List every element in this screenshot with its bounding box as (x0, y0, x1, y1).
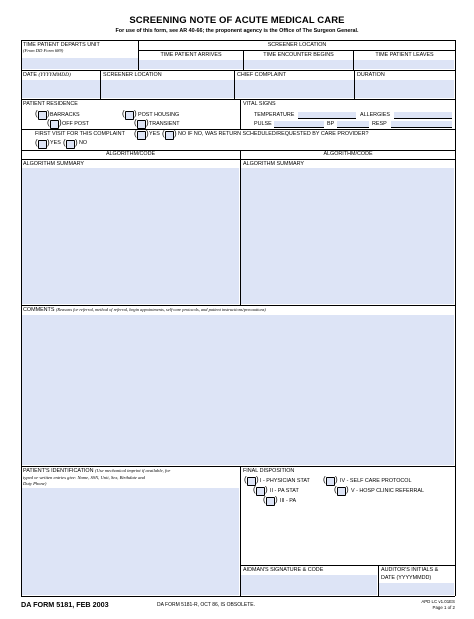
form-number: DA FORM 5181, FEB 2003 (21, 600, 109, 609)
first-visit-label: FIRST VISIT FOR THIS COMPLAINT (35, 131, 125, 137)
screener-location-label: SCREENER LOCATION (103, 72, 162, 78)
barracks-label: BARRACKS (50, 112, 80, 118)
algorithm-code-left-label: ALGORITHM/CODE (105, 151, 156, 157)
time-encounter-label: TIME ENCOUNTER BEGINS (263, 52, 334, 58)
paren: ( (63, 138, 66, 147)
first-visit-yes-label: YES (149, 131, 160, 137)
paren: ) (275, 495, 278, 504)
aidman-signature-field[interactable] (241, 575, 377, 595)
paren: ( (334, 485, 337, 494)
self-care-label: IV - SELF CARE PROTOCOL (340, 478, 412, 484)
barracks-checkbox[interactable] (38, 111, 47, 120)
version-label: APD LC v1.01ES (421, 599, 455, 604)
transient-checkbox[interactable] (137, 120, 146, 129)
divider (240, 99, 241, 129)
duration-label: DURATION (357, 72, 385, 78)
auditor-label-1: AUDITOR'S INITIALS & (381, 567, 439, 573)
paren: ) (256, 475, 259, 484)
form-title: SCREENING NOTE OF ACUTE MEDICAL CARE (129, 15, 345, 26)
algorithm-summary-left-label: ALGORITHM SUMMARY (23, 161, 84, 167)
divider (21, 129, 455, 130)
obsolete-note: DA FORM 5181-R, OCT 86, IS OBSOLETE. (157, 602, 255, 608)
patient-id-note-3: Duty Phone) (23, 481, 47, 486)
bp-label: BP (327, 121, 335, 127)
frame-right (455, 40, 456, 596)
patient-id-field[interactable] (22, 488, 239, 595)
duration-field[interactable] (355, 80, 454, 98)
paren: ( (162, 129, 165, 138)
temperature-label: TEMPERATURE (254, 112, 295, 118)
residence-label: PATIENT RESIDENCE (23, 101, 78, 107)
patient-id-note-2: typed or written entries give: Name, SSN, Unit, Sex, Birthdate and (23, 475, 145, 480)
post-housing-checkbox[interactable] (125, 111, 134, 120)
paren: ) (59, 118, 62, 127)
divider (21, 70, 455, 71)
underline (394, 118, 452, 119)
patient-id-label: PATIENT'S IDENTIFICATION (Use mechanical imprint if available, for (23, 468, 171, 474)
date-field[interactable] (22, 80, 100, 98)
divider (240, 565, 455, 566)
paren: ( (134, 129, 137, 138)
paren: ) (265, 485, 268, 494)
screener-location-field[interactable] (101, 80, 234, 98)
times-field-bg (139, 60, 454, 69)
paren: ) (75, 138, 78, 147)
divider (21, 305, 455, 306)
comments-label: COMMENTS (Reasons for referral, method of referral, begin appointments, self-care protocols, and patient instructions/precautions) (23, 307, 266, 313)
pa-label: III - PA (280, 498, 297, 504)
return-no-label: NO (79, 140, 88, 146)
comments-field[interactable] (22, 315, 454, 465)
return-no-checkbox[interactable] (66, 140, 75, 149)
version-info (380, 599, 455, 610)
date-label: DATE (YYYYMMDD) (23, 72, 71, 78)
vital-signs-label: VITAL SIGNS (243, 101, 276, 107)
aidman-signature-label: AIDMAN'S SIGNATURE & CODE (243, 567, 324, 573)
screener-location-header: SCREENER LOCATION (267, 42, 327, 48)
pa-checkbox[interactable] (266, 497, 275, 506)
underline (337, 127, 369, 128)
chief-complaint-field[interactable] (235, 80, 354, 98)
algorithm-summary-right-field[interactable] (241, 168, 454, 304)
underline (391, 127, 452, 128)
frame-top (21, 40, 455, 41)
allergies-label: ALLERGIES (360, 112, 390, 118)
paren: ) (335, 475, 338, 484)
paren: ) (134, 109, 137, 118)
return-yes-checkbox[interactable] (38, 140, 47, 149)
chief-complaint-label: CHIEF COMPLAINT (237, 72, 287, 78)
page-number: Page 1 of 2 (432, 604, 455, 610)
departs-field[interactable] (22, 58, 138, 69)
frame-bottom (21, 596, 455, 597)
off-post-label: OFF POST (62, 121, 89, 127)
paren: ( (122, 109, 125, 118)
resp-label: RESP (372, 121, 387, 127)
paren: ( (47, 118, 50, 127)
underline (298, 118, 356, 119)
paren: ) (146, 129, 149, 138)
divider (354, 70, 355, 99)
first-visit-no-label: NO IF NO, WAS RETURN SCHEDULED/REQUESTED BY CARE PROVIDER? (178, 131, 369, 137)
paren: ( (35, 109, 38, 118)
divider (21, 159, 455, 160)
disposition-label: FINAL DISPOSITION (243, 468, 295, 474)
auditor-label-2: DATE (YYYYMMDD) (381, 575, 432, 581)
form-subtitle: For use of this form, see AR 40-66; the proponent agency is the Office of The Surgeon General. (115, 28, 359, 34)
paren: ) (47, 109, 50, 118)
pa-stat-label: II - PA STAT (270, 488, 299, 494)
divider (21, 466, 455, 467)
divider (234, 70, 235, 99)
first-visit-no-checkbox[interactable] (165, 131, 174, 140)
departs-note: (From DD Form 689) (23, 48, 64, 53)
off-post-checkbox[interactable] (50, 120, 59, 129)
paren: ( (263, 495, 266, 504)
hosp-referral-checkbox[interactable] (337, 487, 346, 496)
departs-label: TIME PATIENT DEPARTS UNIT (23, 42, 100, 48)
paren: ( (253, 485, 256, 494)
hosp-referral-label: V - HOSP CLINIC REFERRAL (351, 488, 424, 494)
time-leaves-label: TIME PATIENT LEAVES (375, 52, 434, 58)
divider (21, 150, 455, 151)
divider (100, 70, 101, 99)
paren: ) (346, 485, 349, 494)
auditor-field[interactable] (379, 583, 454, 595)
algorithm-code-right-label: ALGORITHM/CODE (323, 151, 373, 157)
transient-label: TRANSIENT (149, 121, 180, 127)
divider (21, 99, 455, 100)
paren: ( (35, 138, 38, 147)
return-yes-label: YES (50, 140, 61, 146)
algorithm-summary-left-field[interactable] (22, 168, 239, 304)
paren: ) (174, 129, 177, 138)
first-visit-yes-checkbox[interactable] (137, 131, 146, 140)
paren: ) (146, 118, 149, 127)
paren: ) (47, 138, 50, 147)
time-arrives-label: TIME PATIENT ARRIVES (160, 52, 222, 58)
divider (138, 50, 455, 51)
paren: ( (323, 475, 326, 484)
algorithm-summary-right-label: ALGORITHM SUMMARY (243, 161, 304, 167)
pulse-label: PULSE (254, 121, 272, 127)
paren: ( (244, 475, 247, 484)
paren: ( (134, 118, 137, 127)
underline (274, 127, 324, 128)
physician-stat-label: I - PHYSICIAN STAT (260, 478, 310, 484)
post-housing-label: POST HOUSING (138, 112, 180, 118)
